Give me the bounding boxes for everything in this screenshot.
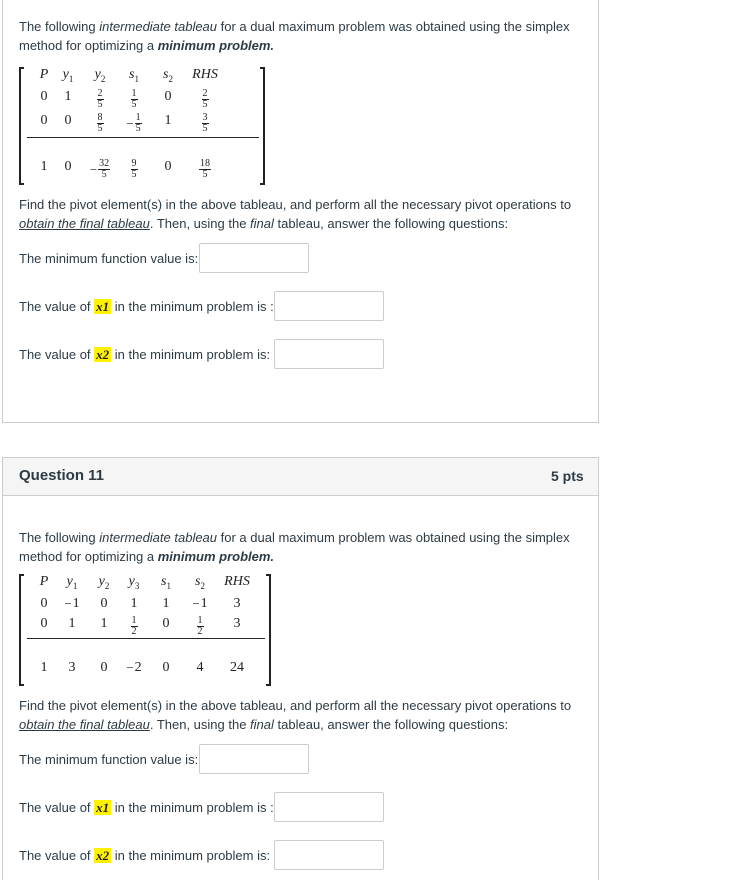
x1-variable: x1 xyxy=(96,299,110,314)
instructions-text: Find the pivot element(s) in the above tableau, and perform all the necessary pivot operations to xyxy=(19,197,572,212)
tableau-cell: 0 xyxy=(40,89,48,104)
tableau-cell: 0 xyxy=(164,159,172,174)
tableau-header-cell: $s_1$ xyxy=(161,574,171,591)
x2-value-input[interactable] xyxy=(274,840,384,870)
tableau-cell: $\frac{1}{2}$ xyxy=(197,615,203,637)
intro-text: for a dual maximum problem was obtained using the simplex method for optimizing a xyxy=(19,530,570,564)
tableau-cell: 0 xyxy=(40,596,48,611)
instructions xyxy=(19,696,579,734)
question-11-card xyxy=(2,457,599,880)
tableau-cell: 1 xyxy=(68,616,76,631)
question-intro xyxy=(19,528,579,566)
tableau-cell: $\frac{9}{5}$ xyxy=(131,158,137,180)
tableau-cell: 3 xyxy=(233,616,241,631)
tableau-cell: 4 xyxy=(196,660,204,675)
tableau-cell: 0 xyxy=(164,89,172,104)
simplex-tableau xyxy=(19,574,271,686)
intro-emphasis-bold: minimum problem. xyxy=(157,549,275,564)
tableau-cell: $\frac{8}{5}$ xyxy=(97,112,103,134)
tableau-cell: 0 xyxy=(162,616,170,631)
tableau-cell: $\frac{18}{5}$ xyxy=(200,158,210,180)
x1-value-label: The value of x1 in the minimum problem is : xyxy=(19,800,274,815)
tableau-cell: 0 xyxy=(40,616,48,631)
tableau-cell: 3 xyxy=(68,660,76,675)
tableau-header-cell: $s_2$ xyxy=(163,67,173,84)
x2-variable: x2 xyxy=(96,347,110,362)
tableau-cell: − $\frac{1}{5}$ xyxy=(126,112,141,134)
instructions-text: tableau, answer the following questions: xyxy=(273,216,509,231)
intro-text: The following xyxy=(19,19,100,34)
tableau-cell: 0 xyxy=(100,596,108,611)
x1-value-input[interactable] xyxy=(274,291,384,321)
tableau-header-cell: $y_1$ xyxy=(66,574,78,591)
tableau-cell: 0 xyxy=(162,660,170,675)
question-header xyxy=(3,458,598,496)
tableau-cell: 1 xyxy=(64,89,72,104)
tableau-cell: − $\frac{32}{5}$ xyxy=(89,158,110,180)
tableau-cell: $\frac{1}{5}$ xyxy=(131,88,137,110)
min-value-input[interactable] xyxy=(199,744,309,774)
instructions-text: . Then, using the xyxy=(149,216,251,231)
tableau-cell: 3 xyxy=(233,596,241,611)
x1-value-label: The value of x1 in the minimum problem is : xyxy=(19,299,274,314)
simplex-tableau xyxy=(19,67,265,185)
question-10-card xyxy=(2,0,599,423)
tableau-cell: 1 xyxy=(40,660,48,675)
x2-value-label: The value of x2 in the minimum problem is: xyxy=(19,848,271,863)
tableau-header-cell: P xyxy=(39,67,49,82)
min-value-label: The minimum function value is: xyxy=(19,251,199,266)
instructions-emphasis: final xyxy=(250,216,274,231)
tableau-header-cell: RHS xyxy=(224,574,250,589)
x1-value-input[interactable] xyxy=(274,792,384,822)
tableau-cell: $\frac{1}{2}$ xyxy=(131,615,137,637)
min-value-input[interactable] xyxy=(199,243,309,273)
tableau-cell: 1 xyxy=(164,113,172,128)
tableau-cell: −1 xyxy=(192,596,208,612)
tableau-header-cell: $s_1$ xyxy=(129,67,139,84)
question-title: Question 11 xyxy=(19,467,105,484)
tableau-header-cell: P xyxy=(39,574,49,589)
tableau-cell: 0 xyxy=(64,159,72,174)
instructions-link-text: obtain the final tableau xyxy=(19,717,150,732)
instructions-emphasis: final xyxy=(250,717,274,732)
min-value-label: The minimum function value is: xyxy=(19,752,199,767)
intro-text: The following xyxy=(19,530,100,545)
x2-value-label: The value of x2 in the minimum problem is: xyxy=(19,347,271,362)
tableau-cell: $\frac{3}{5}$ xyxy=(202,112,208,134)
instructions-text: Find the pivot element(s) in the above tableau, and perform all the necessary pivot operations to xyxy=(19,698,572,713)
x2-value-input[interactable] xyxy=(274,339,384,369)
tableau-header-cell: RHS xyxy=(192,67,218,82)
instructions xyxy=(19,195,579,233)
question-intro xyxy=(19,17,579,55)
intro-emphasis: intermediate tableau xyxy=(99,19,218,34)
tableau-cell: −2 xyxy=(126,660,142,676)
x1-variable: x1 xyxy=(96,800,110,815)
tableau-cell: $\frac{2}{5}$ xyxy=(202,88,208,110)
instructions-link-text: obtain the final tableau xyxy=(19,216,150,231)
intro-emphasis: intermediate tableau xyxy=(99,530,218,545)
tableau-header-cell: $y_3$ xyxy=(128,574,140,591)
intro-emphasis-bold: minimum problem. xyxy=(157,38,275,53)
intro-text: for a dual maximum problem was obtained using the simplex method for optimizing a xyxy=(19,19,570,53)
tableau-cell: 0 xyxy=(40,113,48,128)
tableau-cell: 1 xyxy=(162,596,170,611)
tableau-cell: 1 xyxy=(130,596,138,611)
tableau-cell: −1 xyxy=(64,596,80,612)
tableau-cell: 0 xyxy=(100,660,108,675)
tableau-cell: 0 xyxy=(64,113,72,128)
instructions-text: tableau, answer the following questions: xyxy=(273,717,509,732)
x2-variable: x2 xyxy=(96,848,110,863)
tableau-header-cell: $y_2$ xyxy=(94,67,106,84)
tableau-header-cell: $y_2$ xyxy=(98,574,110,591)
tableau-divider xyxy=(27,638,265,639)
question-points: 5 pts xyxy=(551,468,584,484)
instructions-text: . Then, using the xyxy=(149,717,251,732)
tableau-divider xyxy=(27,137,259,138)
tableau-header-cell: $y_1$ xyxy=(62,67,74,84)
tableau-header-cell: $s_2$ xyxy=(195,574,205,591)
tableau-cell: 1 xyxy=(100,616,108,631)
tableau-cell: 1 xyxy=(40,159,48,174)
tableau-cell: $\frac{2}{5}$ xyxy=(97,88,103,110)
tableau-cell: 24 xyxy=(230,660,244,675)
